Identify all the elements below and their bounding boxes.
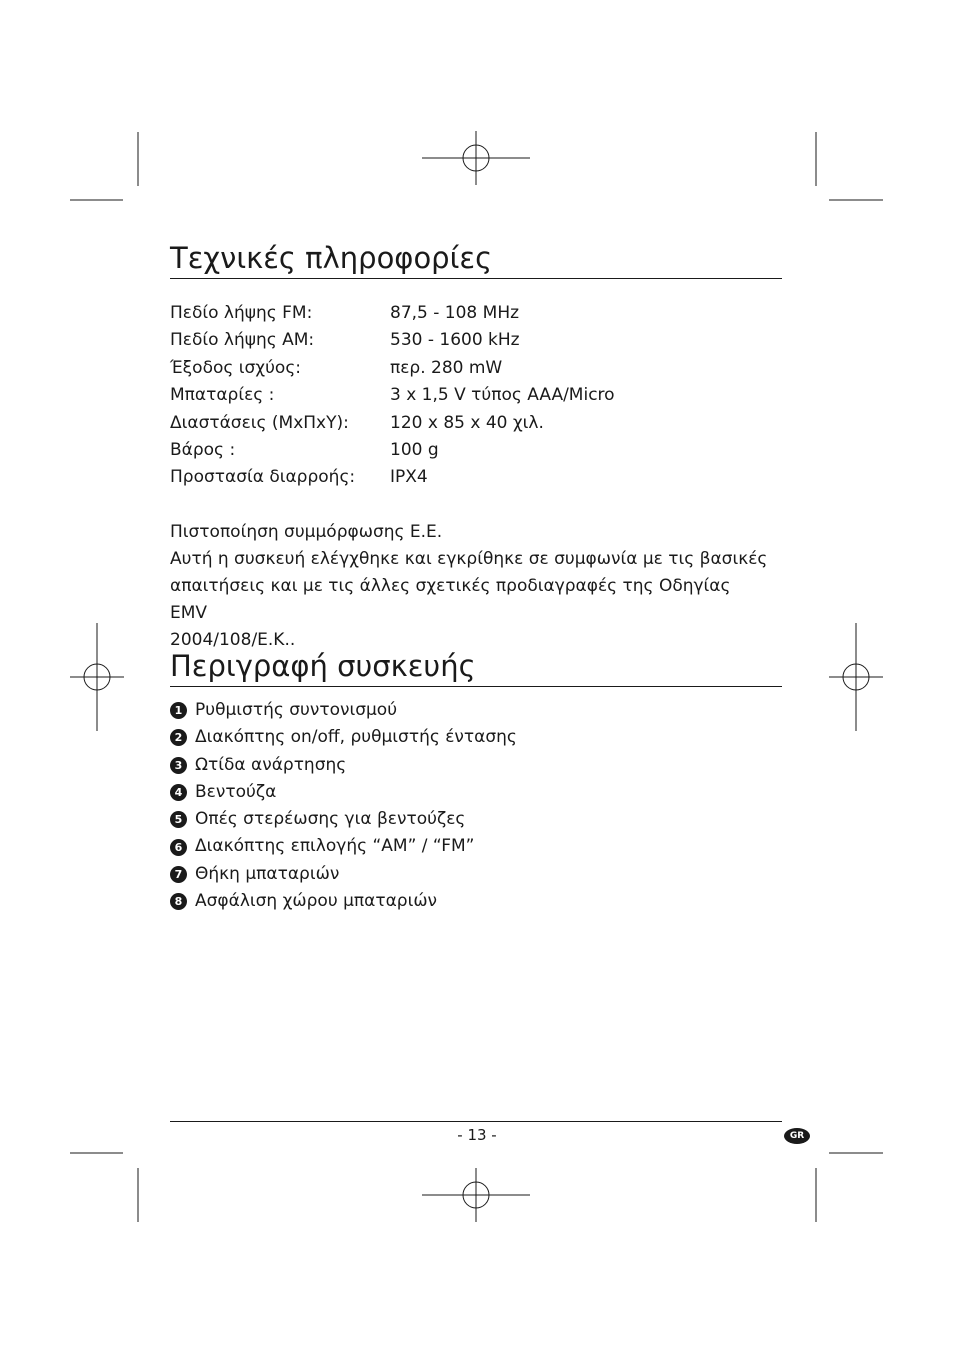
spec-row xyxy=(170,382,615,409)
spec-label: Πεδίο λήψης FM: xyxy=(170,303,313,323)
conformity-line: Αυτή η συσκευή ελέγχθηκε και εγκρίθηκε σε συμφωνία με τις βασικές xyxy=(170,549,768,569)
part-label: Βεντούζα xyxy=(195,781,277,802)
spec-row xyxy=(170,300,615,327)
list-item xyxy=(170,752,517,779)
part-label: Θήκη μπαταριών xyxy=(195,863,340,884)
technical-info-heading: Τεχνικές πληροφορίες xyxy=(170,240,782,279)
spec-value: 3 x 1,5 V τύπος AAA/Micro xyxy=(390,385,615,406)
conformity-title: Πιστοποίηση συμμόρφωσης Ε.Ε. xyxy=(170,522,443,542)
conformity-line: 2004/108/Ε.Κ.. xyxy=(170,630,296,650)
list-item xyxy=(170,861,517,888)
part-number-badge: 2 xyxy=(170,729,187,746)
spec-label: Προστασία διαρροής: xyxy=(170,467,356,488)
country-badge: GR xyxy=(784,1128,810,1144)
spec-value: 530 - 1600 kHz xyxy=(390,330,520,351)
part-number-badge: 3 xyxy=(170,757,187,774)
part-number-badge: 1 xyxy=(170,702,187,719)
footer-rule xyxy=(170,1121,782,1122)
spec-label: Έξοδος ισχύος: xyxy=(170,357,302,378)
parts-list xyxy=(170,697,517,915)
registration-mark-left xyxy=(70,623,124,731)
part-number-badge: 6 xyxy=(170,839,187,856)
list-item xyxy=(170,697,517,724)
list-item xyxy=(170,888,517,915)
page-number: - 13 - xyxy=(457,1126,497,1144)
spec-table xyxy=(170,300,615,492)
list-item xyxy=(170,779,517,806)
part-number-badge: 4 xyxy=(170,784,187,801)
part-number-badge: 5 xyxy=(170,811,187,828)
list-item xyxy=(170,833,517,860)
device-description-heading: Περιγραφή συσκευής xyxy=(170,648,782,687)
spec-value: 100 g xyxy=(390,439,439,460)
spec-row xyxy=(170,327,615,354)
part-label: Ρυθμιστής συντονισμού xyxy=(195,700,398,720)
spec-value: 120 x 85 x 40 χιλ. xyxy=(390,412,544,433)
registration-mark-right xyxy=(829,623,883,731)
spec-label: Μπαταρίες : xyxy=(170,385,275,406)
spec-row xyxy=(170,355,615,382)
spec-value: IPX4 xyxy=(390,467,428,488)
conformity-block xyxy=(170,519,770,654)
conformity-line: απαιτήσεις και με τις άλλες σχετικές προδιαγραφές της Οδηγίας EMV xyxy=(170,576,731,623)
registration-mark-top xyxy=(422,131,530,185)
part-number-badge: 7 xyxy=(170,866,187,883)
spec-label: Πεδίο λήψης AM: xyxy=(170,330,315,351)
list-item xyxy=(170,806,517,833)
spec-value: 87,5 - 108 MHz xyxy=(390,303,520,323)
registration-mark-bottom xyxy=(422,1168,530,1222)
spec-row xyxy=(170,464,615,491)
part-label: Διακόπτης on/off, ρυθμιστής έντασης xyxy=(195,727,517,748)
part-label: Διακόπτης επιλογής “AM” / “FM” xyxy=(195,836,475,857)
part-number-badge: 8 xyxy=(170,893,187,910)
part-label: Ασφάλιση χώρου μπαταριών xyxy=(195,891,438,912)
spec-row xyxy=(170,437,615,464)
spec-row xyxy=(170,410,615,437)
spec-value: περ. 280 mW xyxy=(390,357,503,378)
part-label: Οπές στερέωσης για βεντούζες xyxy=(195,809,466,830)
spec-label: Βάρος : xyxy=(170,439,236,460)
spec-label: Διαστάσεις (ΜxΠxΥ): xyxy=(170,412,349,433)
list-item xyxy=(170,724,517,751)
part-label: Ωτίδα ανάρτησης xyxy=(195,754,347,775)
